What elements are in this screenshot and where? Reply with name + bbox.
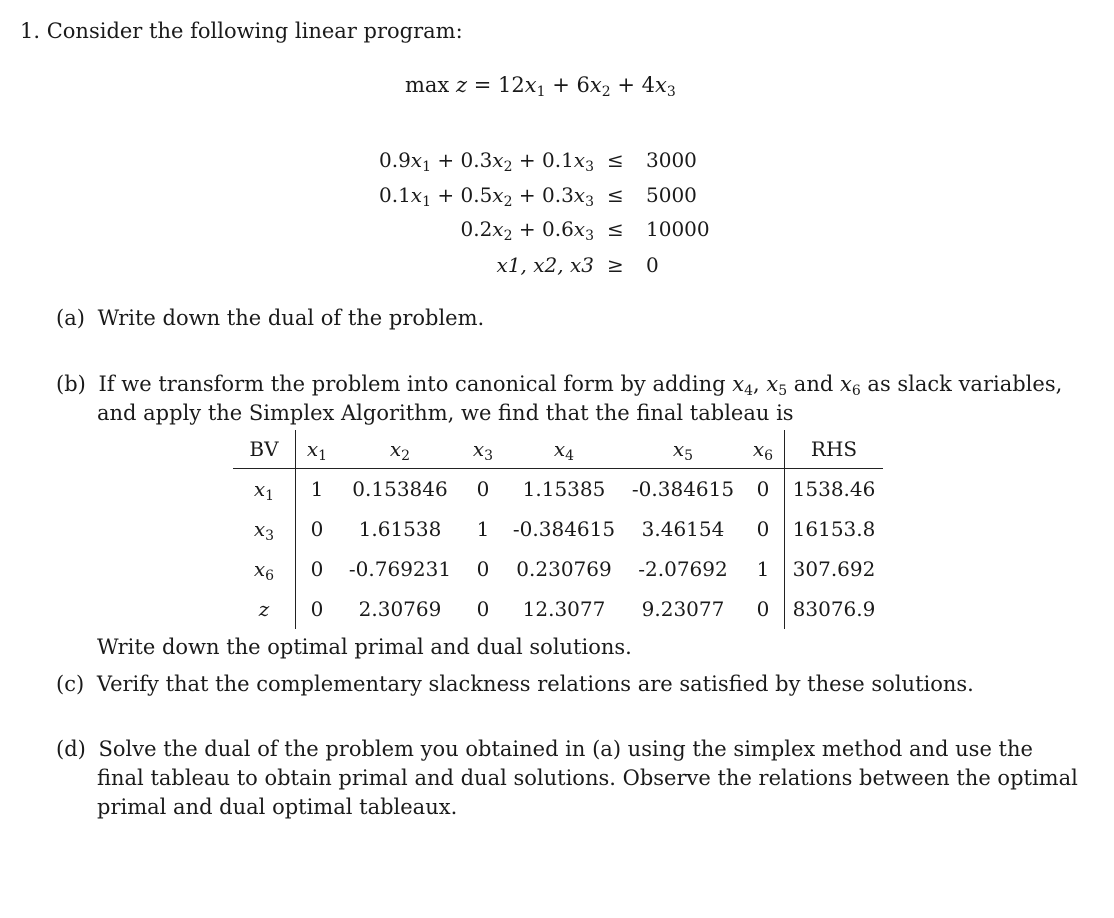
table-row: $x_6$ 0 -0.769231 0 0.230769 -2.07692 1 307.692 [233,549,883,589]
nonneg-vars: x1, x2, x3 [496,253,594,277]
part-b-line2: and apply the Simplex Algorithm, we find that the final tableau is [97,401,794,425]
part-c [56,670,974,698]
part-a [56,304,484,332]
part-d-line2: final tableau to obtain primal and dual solutions. Observe the relations between the optimal [97,766,1078,790]
header-bv: BV [233,430,296,469]
table-row: $x_3$ 0 1.61538 1 -0.384615 3.46154 0 16153.8 [233,509,883,549]
constraint-2: $0.1x_1 + 0.5x_2 + 0.3x_3$ ≤ 5000 [378,183,697,210]
part-b-after-table: Write down the optimal primal and dual solutions. [97,635,632,659]
table-row: z 0 2.30769 0 12.3077 9.23077 0 83076.9 [233,589,883,629]
constraint-3: $0.2x_2 + 0.6x_3$ ≤ 10000 [460,217,710,244]
constraint-1: $0.9x_1 + 0.3x_2 + 0.1x_3$ ≤ 3000 [378,148,697,175]
constraint-nonneg: x1, x2, x3 ≥ 0 [496,253,659,277]
header-rhs: RHS [785,430,884,469]
part-a-text: Write down the dual of the problem. [97,306,485,330]
objective-var: z [455,73,468,97]
objective-function: $\max z = 12x_1 + 6x_2 + 4x_3$ [405,73,676,100]
objective-max: max [405,73,450,97]
objective-coef-2: 6 [576,73,590,97]
objective-coef-1: 12 [498,73,525,97]
objective-coef-3: 4 [641,73,655,97]
tableau-header: BV $x_1$ $x_2$ $x_3$ $x_4$ $x_5$ $x_6$ RHS [233,430,883,469]
part-c-label: (c) [56,672,85,696]
part-d-label: (d) [56,737,86,761]
problem-intro: 1. Consider the following linear program: [20,19,463,43]
part-b-label: (b) [56,372,86,396]
part-c-text: Verify that the complementary slackness relations are satisfied by these solutions. [96,672,974,696]
part-b-line1: (b) If we transform the problem into canonical form by adding $x_4$, $x_5$ and $x_6$ as slack variables, [56,372,1063,399]
part-d-line1: (d) Solve the dual of the problem you obtained in (a) using the simplex method and use the [56,737,1033,761]
simplex-tableau [233,430,883,629]
table-row: $x_1$ 1 0.153846 0 1.15385 -0.384615 0 1538.46 [233,469,883,510]
part-a-label: (a) [56,306,85,330]
part-d-line3: primal and dual optimal tableaux. [97,795,458,819]
